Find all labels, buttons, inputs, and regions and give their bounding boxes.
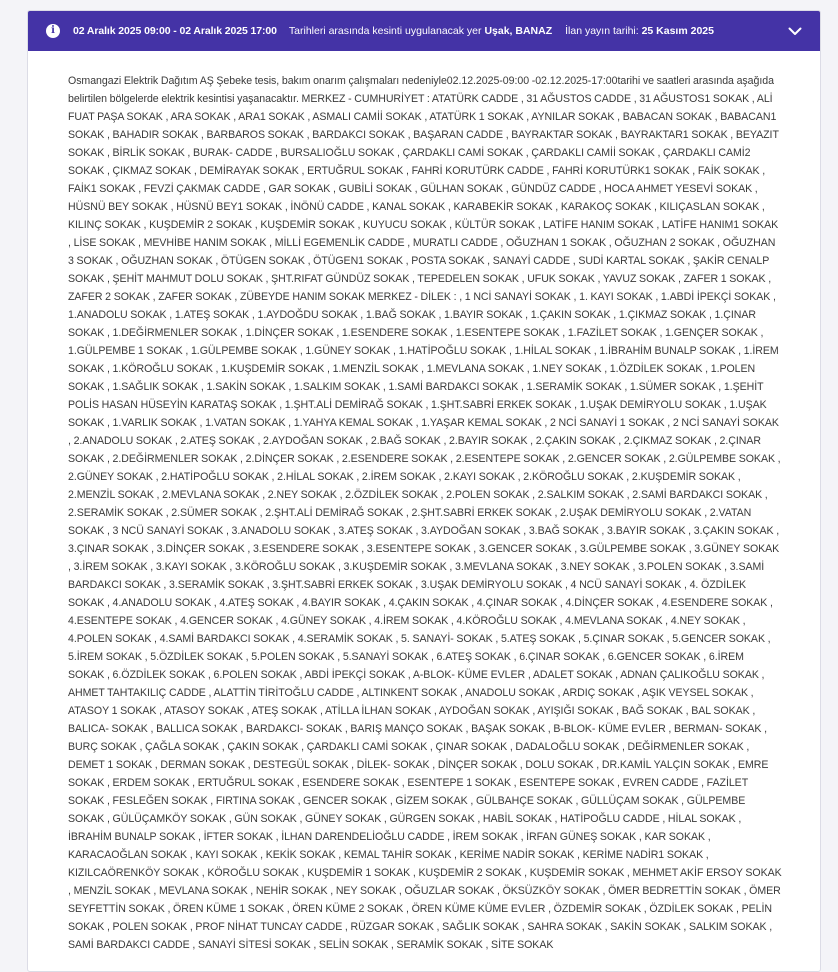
outage-date-range: 02 Aralık 2025 09:00 - 02 Aralık 2025 17:00 xyxy=(73,25,277,37)
notice-header[interactable] xyxy=(28,11,820,51)
publish-date-text xyxy=(565,25,714,37)
publish-date-label: İlan yayın tarihi: xyxy=(565,25,642,37)
publish-date: 25 Kasım 2025 xyxy=(641,25,714,37)
outage-notice-card xyxy=(27,10,821,972)
outage-location-prefix: Tarihleri arasında kesinti uygulanacak yer xyxy=(288,25,485,37)
outage-detail-text: Osmangazi Elektrik Dağıtım AŞ Şebeke tesis, bakım onarım çalışmaları nedeniyle02.12.2025-09:00 -02.12.2025-17:00tarihi ve saatleri arasında aşağıda belirtilen bölgelerde elektrik kesintisi yaşanacaktır. MERKEZ - CUMHURİYET : ATATÜRK CADDE , 31 AĞUSTOS CADDE , 31 AĞUSTOS1 SOKAK , ALİ FUAT PAŞA SOKAK , ARA SOKAK , ARA1 SOKAK , ASMALI CAMİİ SOKAK , ATATÜRK 1 SOKAK , AYNILAR SOKAK , BABACAN SOKAK , BABACAN1 SOKAK , BAHADIR SOKAK , BARBAROS SOKAK , BARDAKCI SOKAK , BAŞARAN CADDE , BAYRAKTAR SOKAK , BAYRAKTAR1 SOKAK , BEYAZIT SOKAK , BİRLİK SOKAK , BURAK- CADDE , BURSALIOĞLU SOKAK , ÇARDAKLI CAMİ SOKAK , ÇARDAKLI CAMİİ SOKAK , ÇARDAKLI CAMİ2 SOKAK , ÇIKMAZ SOKAK , DEMİRAYAK SOKAK , ERTUĞRUL SOKAK , FAHRİ KORUTÜRK CADDE , FAHRİ KORUTÜRK1 SOKAK , FAİK SOKAK , FAİK1 SOKAK , FEVZİ ÇAKMAK CADDE , GAR SOKAK , GUBİLİ SOKAK , GÜLHAN SOKAK , GÜNDÜZ CADDE , HOCA AHMET YESEVİ SOKAK , HÜSNÜ BEY SOKAK , HÜSNÜ BEY1 SOKAK , İNÖNÜ CADDE , KANAL SOKAK , KARABEKİR SOKAK , KARAKOÇ SOKAK , KILIÇASLAN SOKAK , KILINÇ SOKAK , KUŞDEMİR 2 SOKAK , KUŞDEMİR SOKAK , KUYUCU SOKAK , KÜLTÜR SOKAK , LATİFE HANIM SOKAK , LATİFE HANIM1 SOKAK , LİSE SOKAK , MEVHİBE HANIM SOKAK , MİLLİ EGEMENLİK CADDE , MURATLI CADDE , OĞUZHAN 1 SOKAK , OĞUZHAN 2 SOKAK , OĞUZHAN 3 SOKAK , OĞUZHAN SOKAK , ÖTÜGEN SOKAK , ÖTÜGEN1 SOKAK , POSTA SOKAK , SANAYİ CADDE , SUDİ KARTAL SOKAK , ŞAKİR CENALP SOKAK , ŞEHİT MAHMUT DOLU SOKAK , ŞHT.RIFAT GÜNDÜZ SOKAK , TEPEDELEN SOKAK , UFUK SOKAK , YAVUZ SOKAK , ZAFER 1 SOKAK , ZAFER 2 SOKAK , ZAFER SOKAK , ZÜBEYDE HANIM SOKAK MERKEZ - DİLEK : , 1 NCİ SANAYİ SOKAK , 1. KAYI SOKAK , 1.ABDİ İPEKÇİ SOKAK , 1.ANADOLU SOKAK , 1.ATEŞ SOKAK , 1.AYDOĞDU SOKAK , 1.BAĞ SOKAK , 1.BAYIR SOKAK , 1.ÇAKIN SOKAK , 1.ÇIKMAZ SOKAK , 1.ÇINAR SOKAK , 1.DEĞİRMENLER SOKAK , 1.DİNÇER SOKAK , 1.ESENDERE SOKAK , 1.ESENTEPE SOKAK , 1.FAZİLET SOKAK , 1.GENÇER SOKAK , 1.GÜLPEMBE 1 SOKAK , 1.GÜLPEMBE SOKAK , 1.GÜNEY SOKAK , 1.HATİPOĞLU SOKAK , 1.HİLAL SOKAK , 1.İBRAHİM BUNALP SOKAK , 1.İREM SOKAK , 1.KÖROĞLU SOKAK , 1.KUŞDEMİR SOKAK , 1.MENZİL SOKAK , 1.MEVLANA SOKAK , 1.NEY SOKAK , 1.ÖZDİLEK SOKAK , 1.POLEN SOKAK , 1.SAĞLIK SOKAK , 1.SAKİN SOKAK , 1.SALKIM SOKAK , 1.SAMİ BARDAKCI SOKAK , 1.SERAMİK SOKAK , 1.SÜMER SOKAK , 1.ŞEHİT POLİS HASAN HÜSEYİN KARATAŞ SOKAK , 1.ŞHT.ALİ DEMİRAĞ SOKAK , 1.ŞHT.SABRİ ERKEK SOKAK , 1.UŞAK DEMİRYOLU SOKAK , 1.UŞAK SOKAK , 1.VARLIK SOKAK , 1.VATAN SOKAK , 1.YAHYA KEMAL SOKAK , 1.YAŞAR KEMAL SOKAK , 2 NCİ SANAYİ 1 SOKAK , 2 NCİ SANAYİ SOKAK , 2.ANADOLU SOKAK , 2.ATEŞ SOKAK , 2.AYDOĞAN SOKAK , 2.BAĞ SOKAK , 2.BAYIR SOKAK , 2.ÇAKIN SOKAK , 2.ÇIKMAZ SOKAK , 2.ÇINAR SOKAK , 2.DEĞİRMENLER SOKAK , 2.DİNÇER SOKAK , 2.ESENDERE SOKAK , 2.ESENTEPE SOKAK , 2.GENCER SOKAK , 2.GÜLPEMBE SOKAK , 2.GÜNEY SOKAK , 2.HATİPOĞLU SOKAK , 2.HİLAL SOKAK , 2.İREM SOKAK , 2.KAYI SOKAK , 2.KÖROĞLU SOKAK , 2.KUŞDEMİR SOKAK , 2.MENZİL SOKAK , 2.MEVLANA SOKAK , 2.NEY SOKAK , 2.ÖZDİLEK SOKAK , 2.POLEN SOKAK , 2.SALKIM SOKAK , 2.SAMİ BARDAKCI SOKAK , 2.SERAMİK SOKAK , 2.SÜMER SOKAK , 2.ŞHT.ALİ DEMİRAĞ SOKAK , 2.ŞHT.SABRİ ERKEK SOKAK , 2.UŞAK DEMİRYOLU SOKAK , 2.VATAN SOKAK , 3 NCÜ SANAYİ SOKAK , 3.ANADOLU SOKAK , 3.ATEŞ SOKAK , 3.AYDOĞAN SOKAK , 3.BAĞ SOKAK , 3.BAYIR SOKAK , 3.ÇAKIN SOKAK , 3.ÇINAR SOKAK , 3.DİNÇER SOKAK , 3.ESENDERE SOKAK , 3.ESENTEPE SOKAK , 3.GENCER SOKAK , 3.GÜLPEMBE SOKAK , 3.GÜNEY SOKAK , 3.İREM SOKAK , 3.KAYI SOKAK , 3.KÖROĞLU SOKAK , 3.KUŞDEMİR SOKAK , 3.MEVLANA SOKAK , 3.NEY SOKAK , 3.POLEN SOKAK , 3.SAMİ BARDAKCI SOKAK , 3.SERAMİK SOKAK , 3.ŞHT.SABRİ ERKEK SOKAK , 3.UŞAK DEMİRYOLU SOKAK , 4 NCÜ SANAYİ SOKAK , 4. ÖZDİLEK SOKAK , 4.ANADOLU SOKAK , 4.ATEŞ SOKAK , 4.BAYIR SOKAK , 4.ÇAKIN SOKAK , 4.ÇINAR SOKAK , 4.DİNÇER SOKAK , 4.ESENDERE SOKAK , 4.ESENTEPE SOKAK , 4.GENCER SOKAK , 4.GÜNEY SOKAK , 4.İREM SOKAK , 4.KÖROĞLU SOKAK , 4.MEVLANA SOKAK , 4.NEY SOKAK , 4.POLEN SOKAK , 4.SAMİ BARDAKCI SOKAK , 4.SERAMİK SOKAK , 5. SANAYİ- SOKAK , 5.ATEŞ SOKAK , 5.ÇINAR SOKAK , 5.GENCER SOKAK , 5.İREM SOKAK , 5.ÖZDİLEK SOKAK , 5.POLEN SOKAK , 5.SANAYİ SOKAK , 6.ATEŞ SOKAK , 6.ÇINAR SOKAK , 6.GENCER SOKAK , 6.İREM SOKAK , 6.ÖZDİLEK SOKAK , 6.POLEN SOKAK , ABDİ İPEKÇİ SOKAK , A-BLOK- KÜME EVLER , ADALET SOKAK , ADNAN ÇALIKOĞLU SOKAK , AHMET TAHTAKILIÇ CADDE , ALATTİN TİRİTOĞLU CADDE , ALTINKENT SOKAK , ANADOLU SOKAK , ARDIÇ SOKAK , AŞIK VEYSEL SOKAK , ATASOY 1 SOKAK , ATASOY SOKAK , ATEŞ SOKAK , ATİLLA İLHAN SOKAK , AYDOĞAN SOKAK , AYIŞIĞI SOKAK , BAĞ SOKAK , BAL SOKAK , BALICA- SOKAK , BALLICA SOKAK , BARDAKCI- SOKAK , BARIŞ MANÇO SOKAK , BAŞAK SOKAK , B-BLOK- KÜME EVLER , BERMAN- SOKAK , BURÇ SOKAK , ÇAĞLA SOKAK , ÇAKIN SOKAK , ÇARDAKLI CAMİ SOKAK , ÇINAR SOKAK , DADALOĞLU SOKAK , DEĞİRMENLER SOKAK , DEMET 1 SOKAK , DERMAN SOKAK , DESTEGÜL SOKAK , DİLEK- SOKAK , DİNÇER SOKAK , DOLU SOKAK , DR.KAMİL YALÇIN SOKAK , EMRE SOKAK , ERDEM SOKAK , ERTUĞRUL SOKAK , ESENDERE SOKAK , ESENTEPE 1 SOKAK , ESENTEPE SOKAK , EVREN CADDE , FAZİLET SOKAK , FESLEĞEN SOKAK , FIRTINA SOKAK , GENCER SOKAK , GİZEM SOKAK , GÜLBAHÇE SOKAK , GÜLLÜÇAM SOKAK , GÜLPEMBE SOKAK , GÜLÜÇAMKÖY SOKAK , GÜN SOKAK , GÜNEY SOKAK , GÜRGEN SOKAK , HABİL SOKAK , HATİPOĞLU CADDE , HİLAL SOKAK , İBRAHİM BUNALP SOKAK , İFTER SOKAK , İLHAN DARENDELİOĞLU CADDE , İREM SOKAK , İRFAN GÜNEŞ SOKAK , KAR SOKAK , KARACAOĞLAN SOKAK , KAYI SOKAK , KEKİK SOKAK , KEMAL TAHİR SOKAK , KERİME NADİR SOKAK , KERİME NADİR1 SOKAK , KIZILCAÖRENKÖY SOKAK , KÖROĞLU SOKAK , KUŞDEMİR 1 SOKAK , KUŞDEMİR 2 SOKAK , KUŞDEMİR SOKAK , MEHMET AKİF ERSOY SOKAK , MENZİL SOKAK , MEVLANA SOKAK , NEHİR SOKAK , NEY SOKAK , OĞUZLAR SOKAK , ÖKSÜZKÖY SOKAK , ÖMER BEDRETTİN SOKAK , ÖMER SEYFETTİN SOKAK , ÖREN KÜME 1 SOKAK , ÖREN KÜME 2 SOKAK , ÖREN KÜME KÜME EVLER , ÖZDEMİR SOKAK , ÖZDİLEK SOKAK , PELİN SOKAK , POLEN SOKAK , PROF NİHAT TUNCAY CADDE , RÜZGAR SOKAK , SAĞLIK SOKAK , SAHRA SOKAK , SAKİN SOKAK , SALKIM SOKAK , SAMİ BARDAKCI CADDE , SANAYİ SİTESİ SOKAK , SELİN SOKAK , SERAMİK SOKAK , SİTE SOKAK xyxy=(68,75,782,951)
chevron-down-icon[interactable] xyxy=(786,22,804,40)
info-icon: i xyxy=(46,24,60,38)
outage-location-text xyxy=(289,25,552,37)
outage-location: Uşak, BANAZ xyxy=(484,25,553,37)
